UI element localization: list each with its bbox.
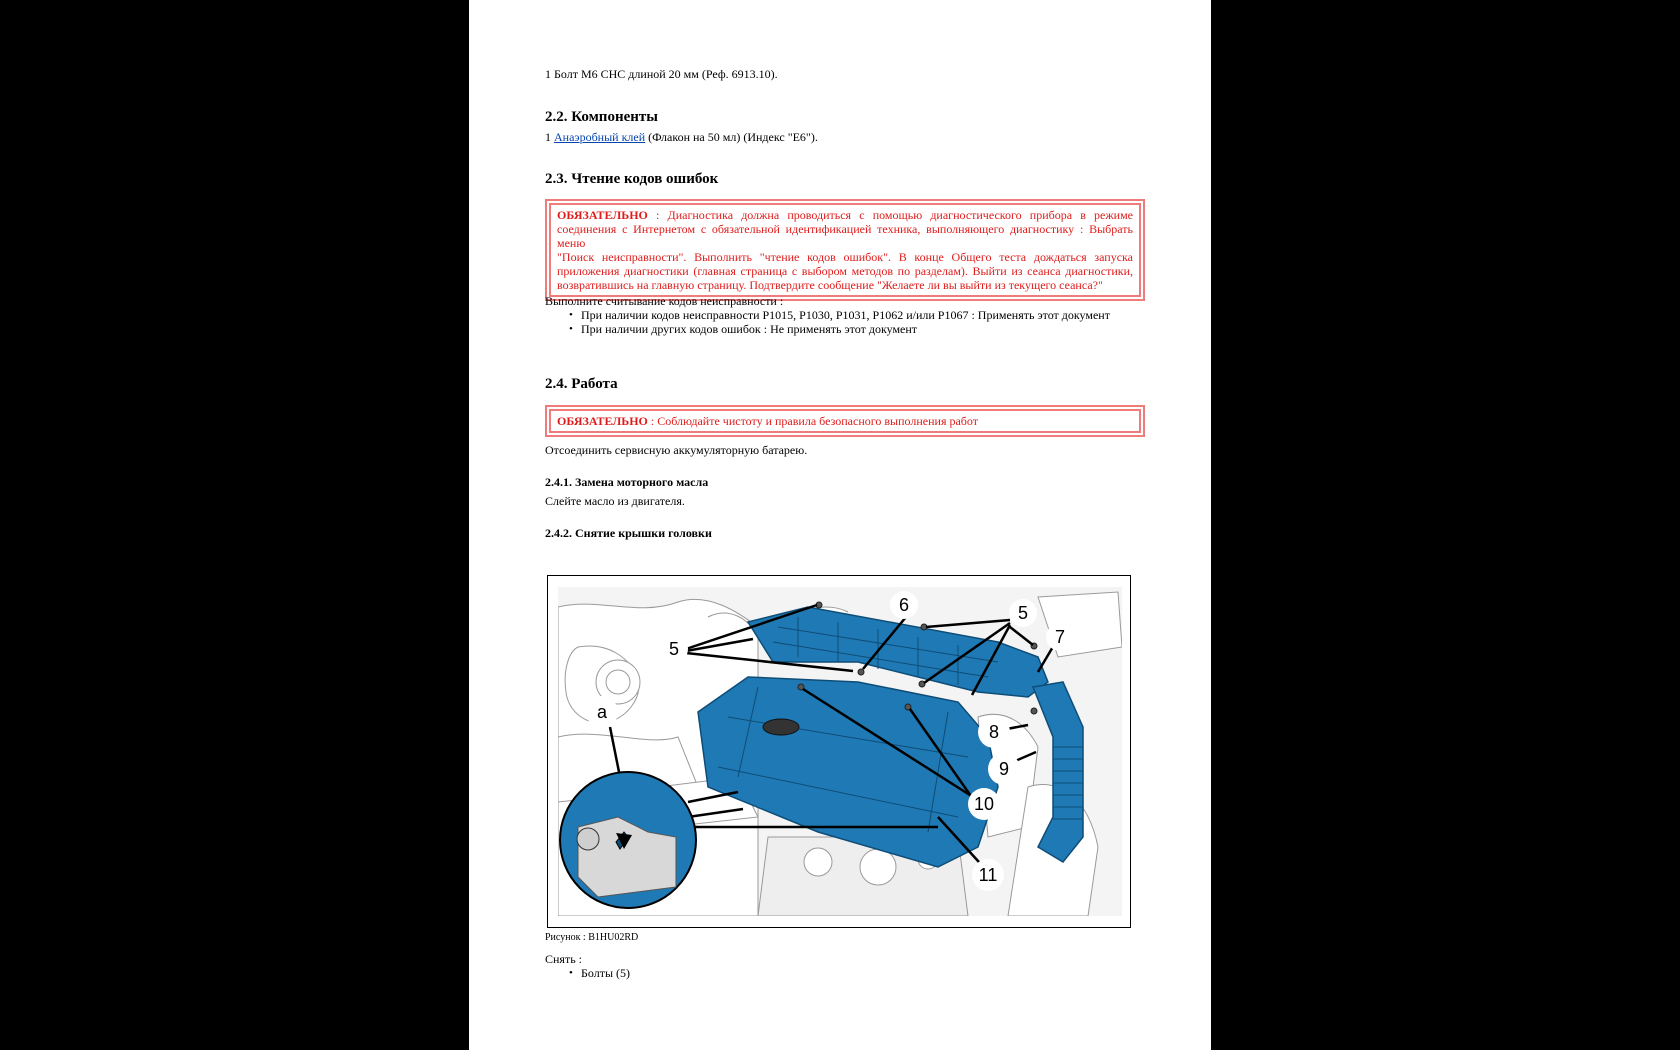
callout-5-right: 5 bbox=[1017, 603, 1029, 623]
section-22-text: 1 Анаэробный клей (Флакон на 50 мл) (Индекс "E6"). bbox=[545, 130, 818, 144]
oil-filler-cap bbox=[763, 719, 799, 735]
read-codes-intro: Выполните считывание кодов неисправности : bbox=[545, 294, 784, 308]
section-23-title: 2.3. Чтение кодов ошибок bbox=[545, 171, 719, 187]
detail-inset bbox=[560, 772, 696, 908]
section-22-title: 2.2. Компоненты bbox=[545, 109, 658, 125]
diagnostic-warning-box: ОБЯЗАТЕЛЬНО : Диагностика должна проводиться с помощью диагностического прибора в режиме соединения с Интернетом с обязательной идентификацией техника, выполняющего диагностику : Выбрать меню "Поиск неисправности". Выполнить "чтение кодов ошибок". В конце Общего теста дождаться запуска приложения диагностики (главная страница с выбором методов по разделам). Выйти из сеанса диагностики, возвратившись на главную страницу. Подтвердите сообщение "Желаете ли вы выйти из текущего сеанса?" bbox=[545, 199, 1145, 301]
section-24-title: 2.4. Работа bbox=[545, 376, 618, 392]
section-241-title: 2.4.1. Замена моторного масла bbox=[545, 475, 709, 489]
engine-figure bbox=[547, 575, 1131, 928]
list-item: • При наличии других кодов ошибок : Не применять этот документ bbox=[545, 322, 1145, 336]
figure-caption: Рисунок : B1HU02RD bbox=[545, 932, 639, 943]
callout-10: 10 bbox=[973, 794, 995, 814]
remove-label: Снять : bbox=[545, 952, 582, 966]
warning-line-3: "Поиск неисправности". Выполнить "чтение кодов ошибок". В конце Общего теста дождаться запуска bbox=[557, 250, 1133, 264]
warning-line-4: приложения диагностики (главная страница с выбором методов по разделам). Выйти из сеанса диагностики, bbox=[557, 264, 1133, 278]
callout-a: a bbox=[596, 702, 608, 722]
warning-line-5: возвратившись на главную страницу. Подтвердите сообщение "Желаете ли вы выйти из текущего сеанса?" bbox=[557, 278, 1103, 292]
section-241-text: Слейте масло из двигателя. bbox=[545, 494, 685, 508]
anaerobic-glue-link[interactable]: Анаэробный клей bbox=[554, 130, 646, 144]
list-item: • При наличии кодов неисправности P1015, P1030, P1031, P1062 и/или P1067 : Применять этот документ bbox=[545, 308, 1145, 322]
document-page bbox=[469, 0, 1211, 1050]
safety-warning-box: ОБЯЗАТЕЛЬНО : Соблюдайте чистоту и правила безопасного выполнения работ bbox=[545, 405, 1145, 437]
callout-8: 8 bbox=[988, 722, 1000, 742]
codes-list bbox=[545, 308, 1145, 336]
warning-label: ОБЯЗАТЕЛЬНО bbox=[557, 208, 648, 222]
warning-label: ОБЯЗАТЕЛЬНО bbox=[557, 414, 648, 428]
list-item: • Болты (5) bbox=[545, 966, 1145, 980]
callout-6: 6 bbox=[898, 595, 910, 615]
remove-list bbox=[545, 966, 1145, 980]
warning-line-2: соединения с Интернетом с обязательной идентификацией техника, выполняющего диагностику : Выбрать меню bbox=[557, 222, 1133, 250]
bolt-line: 1 Болт M6 CHC длиной 20 мм (Реф. 6913.10). bbox=[545, 67, 778, 81]
engine-illustration bbox=[558, 587, 1122, 916]
section-242-title: 2.4.2. Снятие крышки головки bbox=[545, 526, 712, 540]
callout-5-left: 5 bbox=[668, 639, 680, 659]
callout-7: 7 bbox=[1054, 627, 1066, 647]
disconnect-battery-text: Отсоединить сервисную аккумуляторную батарею. bbox=[545, 443, 808, 457]
callout-9: 9 bbox=[998, 759, 1010, 779]
callout-11: 11 bbox=[978, 865, 998, 885]
